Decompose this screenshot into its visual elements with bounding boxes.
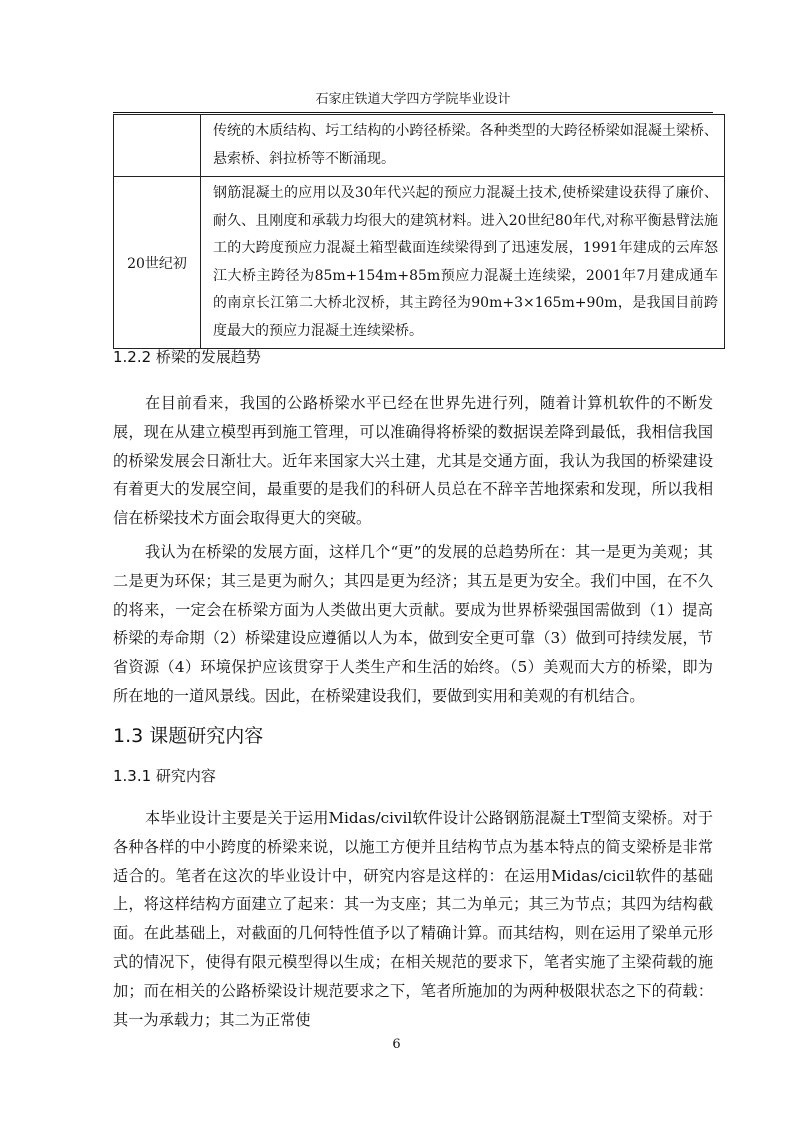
table-cell-text: 传统的木质结构、圬工结构的小跨径桥梁。各种类型的大跨径桥梁如混凝土梁桥、悬索桥、斜拉桥等不断涌现。	[201, 115, 725, 177]
table-row	[114, 177, 725, 349]
section-heading-1-3: 1.3 课题研究内容	[113, 725, 264, 747]
history-table	[113, 114, 725, 349]
page-number: 6	[392, 1037, 401, 1052]
table-row	[114, 115, 725, 177]
paragraph: 我认为在桥梁的发展方面，这样几个“更”的发展的总趋势所在：其一是更为美观；其二是更为环保；其三是更为耐久；其四是更为经济；其五是更为安全。我们中国，在不久的将来，一定会在桥梁方面为人类做出更大贡献。要成为世界桥梁强国需做到（1）提高桥梁的寿命期（2）桥梁建设应遵循以人为本，做到安全更可靠（3）做到可持续发展，节省资源（4）环境保护应该贯穿于人类生产和生活的始终。（5）美观而大方的桥梁，即为所在地的一道风景线。因此，在桥梁建设我们，要做到实用和美观的有机结合。	[113, 543, 713, 705]
header-rule	[113, 112, 713, 113]
table-cell-period: 20世纪初	[114, 177, 201, 349]
section-heading-1-2-2: 1.2.2 桥梁的发展趋势	[113, 348, 261, 366]
table-cell-period	[114, 115, 201, 177]
paragraph: 本毕业设计主要是关于运用Midas/civil软件设计公路钢筋混凝土T型简支梁桥。对于各种各样的中小跨度的桥梁来说，以施工方便并且结构节点为基本特点的简支梁桥是非常适合的。笔者在这次的毕业设计中，研究内容是这样的：在运用Midas/cicil软件的基础上，将这样结构方面建立了起来：其一为支座；其二为单元；其三为节点；其四为结构截面。在此基础上，对截面的几何特性值予以了精确计算。而其结构，则在运用了梁单元形式的情况下，使得有限元模型得以生成；在相关规范的要求下，笔者实施了主梁荷载的施加；而在相关的公路桥梁设计规范要求之下，笔者所施加的为两种极限状态之下的荷载：其一为承载力；其二为正常使	[113, 809, 713, 1029]
section-heading-1-3-1: 1.3.1 研究内容	[113, 767, 216, 785]
page-header: 石家庄铁道大学四方学院毕业设计	[315, 92, 511, 107]
paragraph: 在目前看来，我国的公路桥梁水平已经在世界先进行列，随着计算机软件的不断发展，现在从建立模型再到施工管理，可以准确得将桥梁的数据误差降到最低，我相信我国的桥梁发展会日渐壮大。近年来国家大兴土建，尤其是交通方面，我认为我国的桥梁建设有着更大的发展空间，最重要的是我们的科研人员总在不辞辛苦地探索和发现，所以我相信在桥梁技术方面会取得更大的突破。	[113, 394, 713, 528]
table-cell-text: 钢筋混凝土的应用以及30年代兴起的预应力混凝土技术,使桥梁建设获得了廉价、耐久、且刚度和承载力均很大的建筑材料。进入20世纪80年代,对称平衡悬臂法施工的大跨度预应力混凝土箱型截面连续梁得到了迅速发展，1991年建成的云库怒江大桥主跨径为85m+154m+85m预应力混凝土连续梁，2001年7月建成通车的南京长江第二大桥北汊桥，其主跨径为90m+3×165m+90m，是我国目前跨度最大的预应力混凝土连续梁桥。	[201, 177, 725, 349]
